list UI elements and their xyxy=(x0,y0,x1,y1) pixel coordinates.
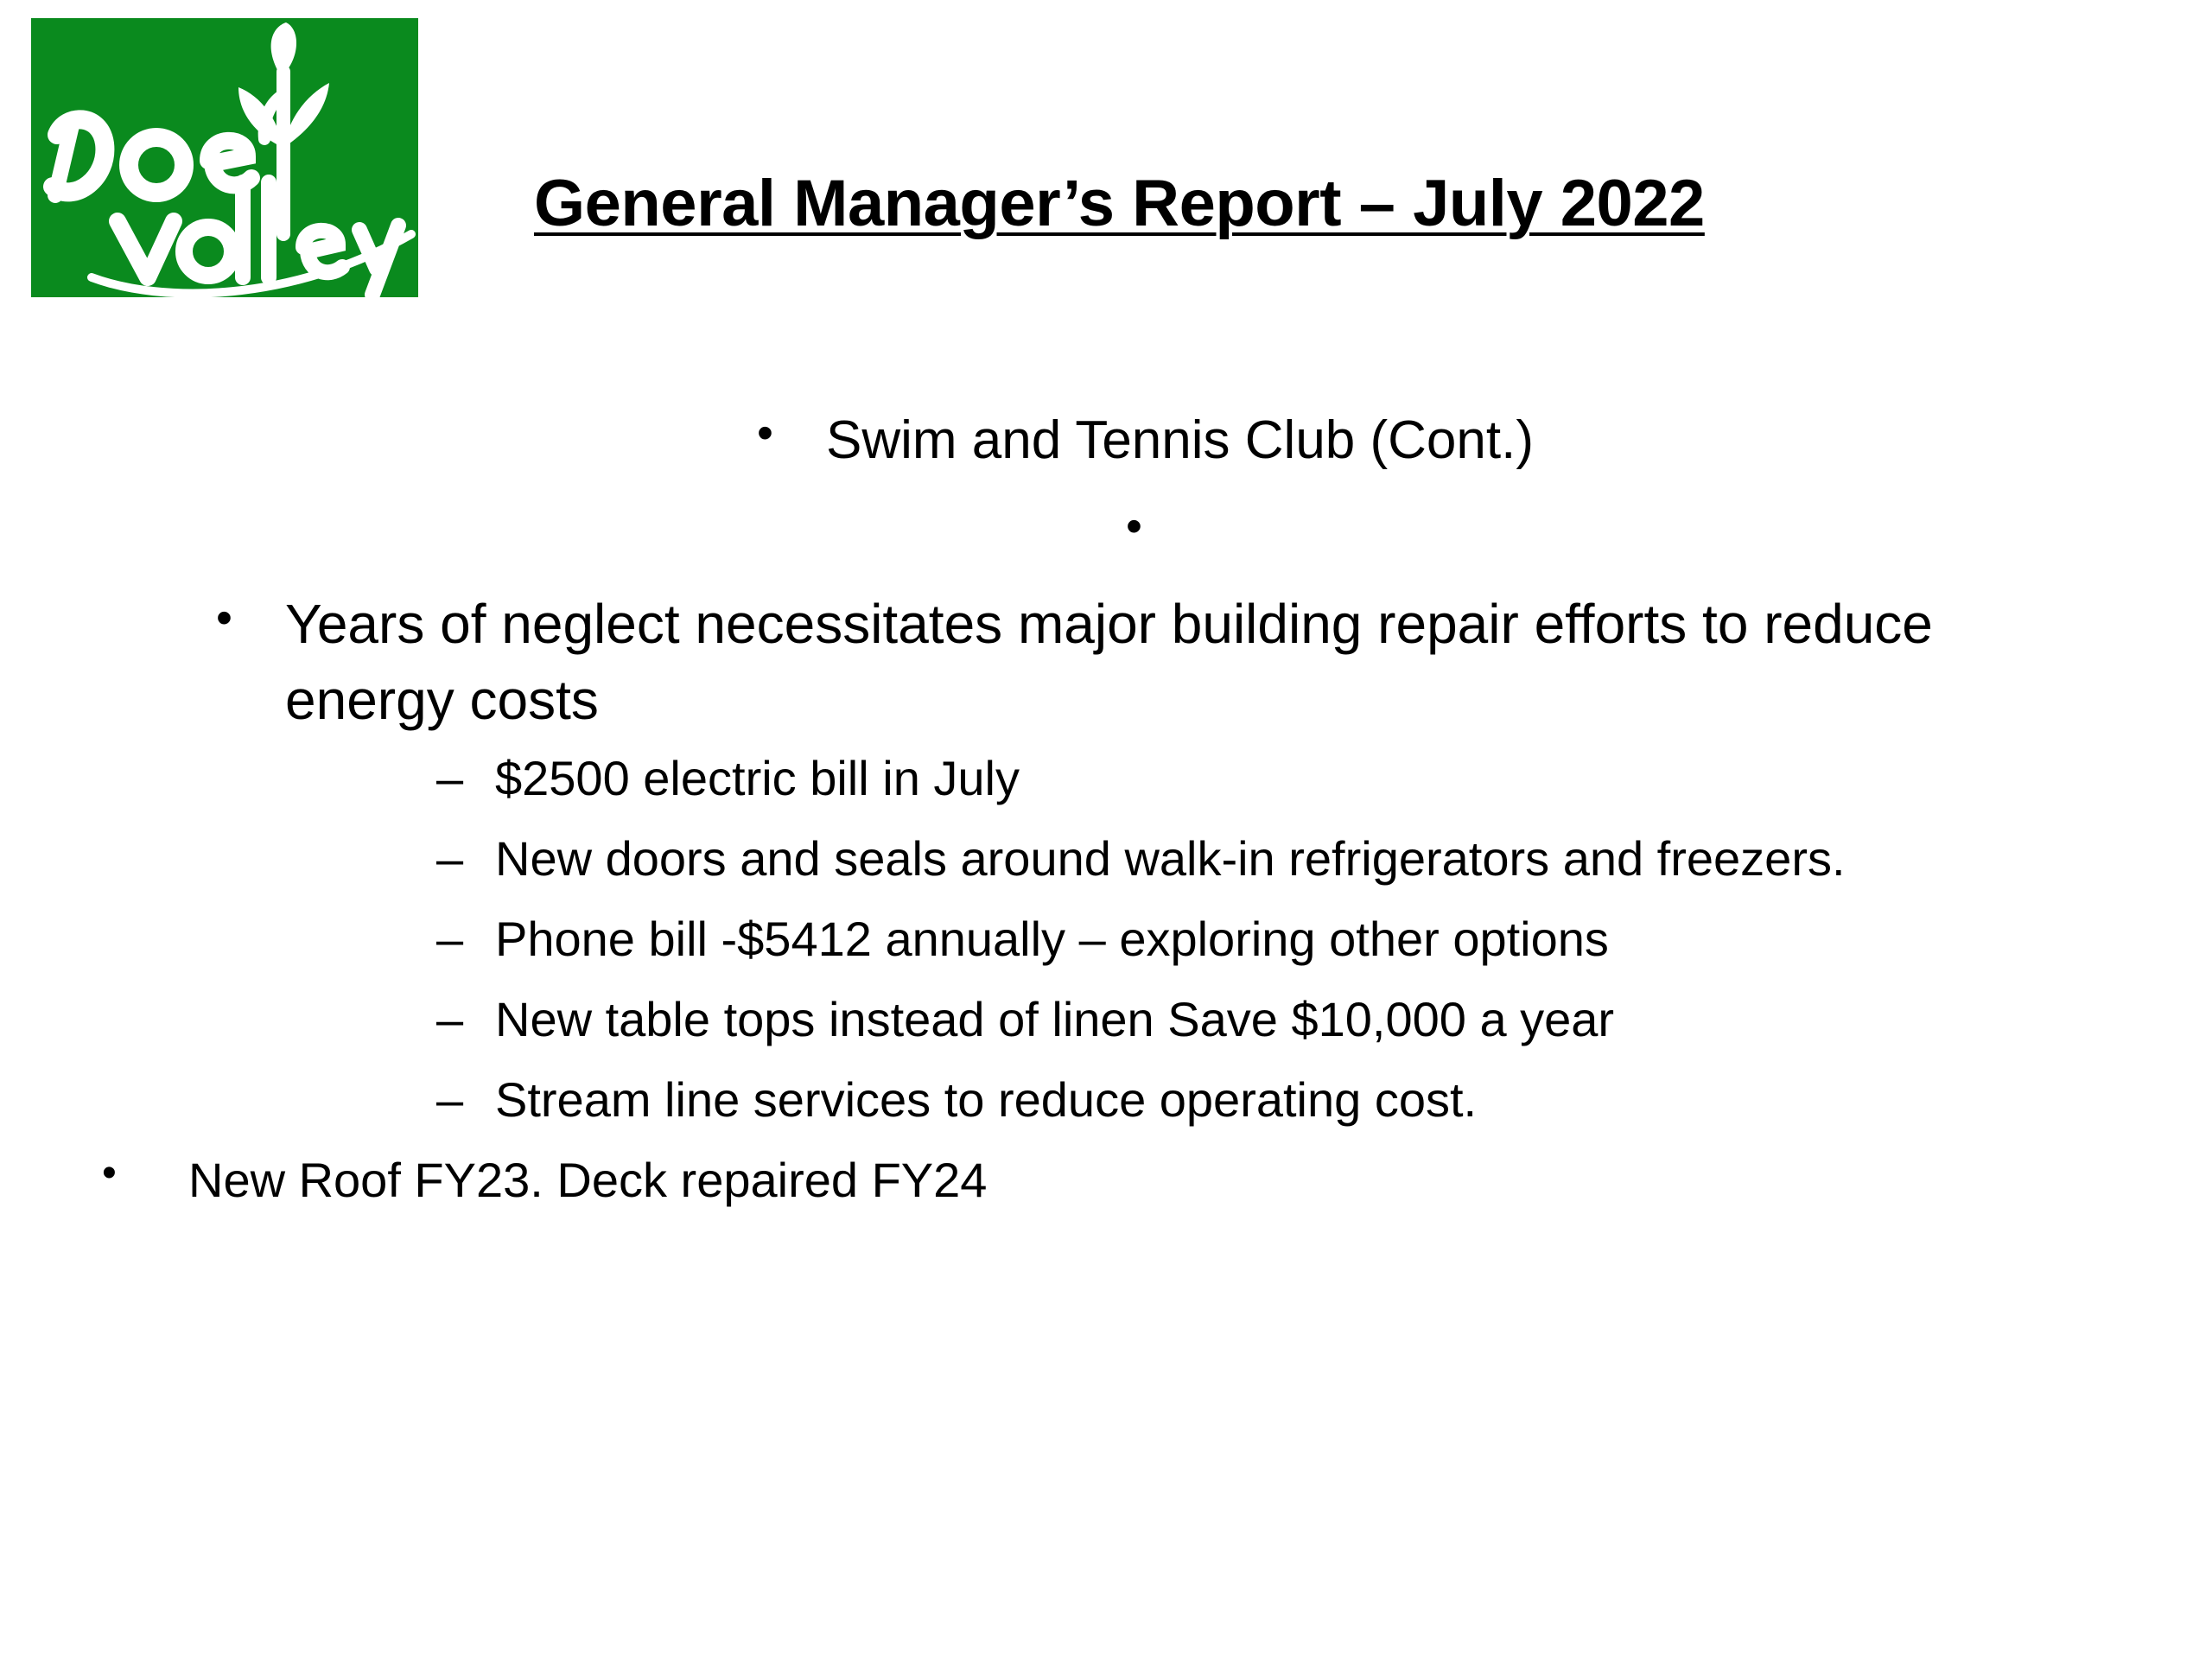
sub-point-doors-seals: New doors and seals around walk-in refrigerators and freezers. xyxy=(495,831,1846,886)
doe-valley-logo xyxy=(31,18,418,297)
dash-icon: – xyxy=(436,992,464,1046)
dash-icon: – xyxy=(436,831,464,886)
bullet-icon: • xyxy=(757,407,773,459)
sub-point-phone-bill: Phone bill -$5412 annually – exploring other options xyxy=(495,912,1609,966)
dash-icon: – xyxy=(436,912,464,966)
bullet-icon: • xyxy=(216,592,232,644)
section-heading: Swim and Tennis Club (Cont.) xyxy=(826,410,1534,470)
sub-point-stream-line: Stream line services to reduce operating cost. xyxy=(495,1072,1478,1127)
dash-icon: – xyxy=(436,1072,464,1127)
sub-point-table-tops: New table tops instead of linen Save $10,000 a year xyxy=(495,992,1615,1046)
bullet-icon: • xyxy=(102,1150,117,1196)
page-title: General Manager’s Report – July 2022 xyxy=(534,167,1705,240)
dash-icon: – xyxy=(436,751,464,805)
empty-bullet-icon: • xyxy=(1126,500,1142,552)
final-point: New Roof FY23. Deck repaired FY24 xyxy=(188,1153,988,1207)
sub-point-electric-bill: $2500 electric bill in July xyxy=(495,751,1020,805)
main-point: Years of neglect necessitates major building repair efforts to reduce energy costs xyxy=(285,593,1933,731)
logo-graphic-icon xyxy=(31,18,418,297)
